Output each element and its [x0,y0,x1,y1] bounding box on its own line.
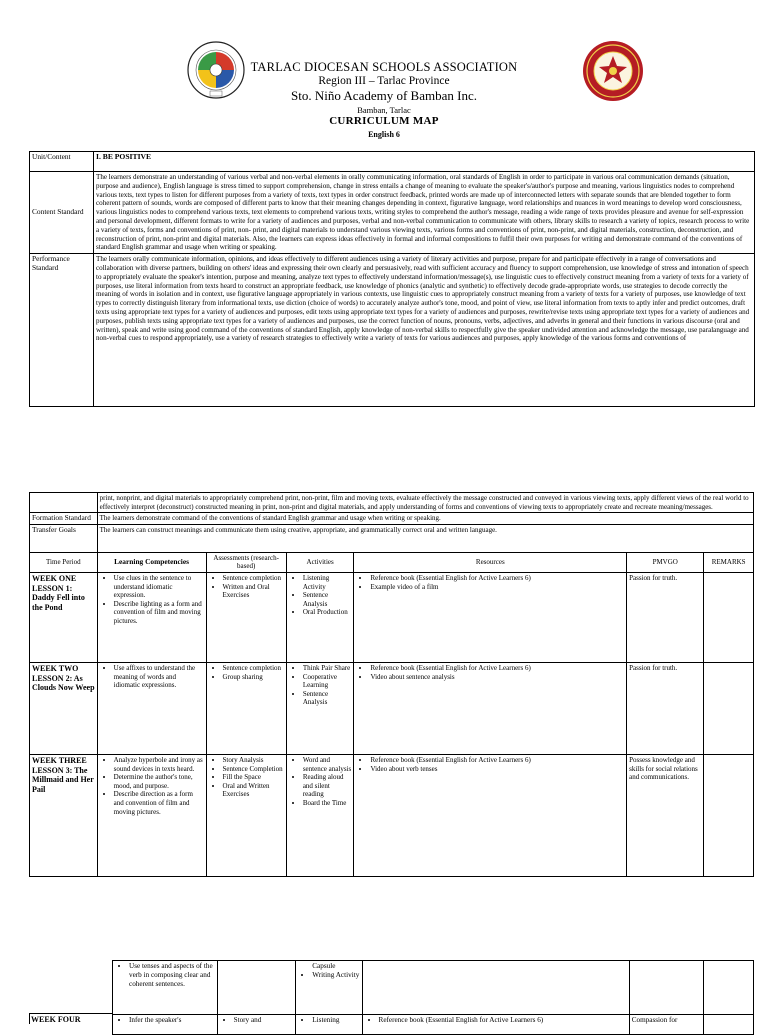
list-item: • Use tenses and aspects of the verb in composing clear and coherent sentences. [129,962,215,988]
list-item: • Sentence Analysis [303,591,352,608]
content-standard-text: The learners demonstrate an understanding of various verbal and non-verbal elements in orally communicating information, oral standards of English in order to participate in various oral communication demands (situation, purpose and audience), English language is stress timed to support comprehension, change in stress entails a change of meaning to evaluate the speaker's/author's purpose and meaning, various linguistics nodes to comprehend various texts, text types to listen for different purposes from a variety of texts, text types in order construct feedback, printed words are made up of interconnected letters with separate sounds that are blended together to form coherent pattern of sounds, words are composed of different parts to know that their meaning changes depending in context, figurative language, word relationships and nuances in word meanings to develop word consciousness, various linguistics nodes to comprehend various texts, text elements to comprehend various texts, writing styles to comprehend the author's message, reading a wide range of texts provides pleasure and avenue for self-expression and personal development, different formats to write for a variety of audiences and purposes, verbal and non-verbal communication to communicate with others, library skills to research a variety of topics, research process to write a variety of texts, forms and conventions of print, non- print, and digital materials to understand various viewing texts, various forms and conventions of print, non-print, and digital materials, construction, deconstruction, and reconstruction of print, non-print and digital materials. Also, the learners can express ideas effectively in formal and informal compositions to fulfil their own purposes for writing and demonstrate command of the conventions of standard English grammar and usage when writing or speaking. [94,172,755,254]
list-item: • Use clues in the sentence to understand idiomatic expression. [114,574,204,600]
lesson-title: LESSON 2: As Clouds Now Weep [32,673,95,693]
row-divider [29,1013,30,1024]
week-label: WEEK THREE [32,755,87,765]
performance-cont-label [30,493,98,513]
subject-grade: English 6 [368,130,400,139]
content-standard-label: Content Standard [30,172,94,254]
list-item: • Group sharing [223,673,284,682]
activities-cell [286,572,354,662]
pmvgo-cell: Possess knowledge and skills for social relations and communications. [627,754,704,876]
col-resources: Resources [354,552,627,572]
competencies-cell [113,961,218,1015]
col-learning-competencies: Learning Competencies [97,552,206,572]
col-activities: Activities [286,552,354,572]
list-item: • Oral Production [303,608,352,617]
school-town: Bamban, Tarlac [357,105,411,115]
assessments-cell [206,572,286,662]
list-item: • Video about verb tenses [370,765,624,774]
performance-standard-label: Performance Standard [30,254,94,407]
time-period-cell [30,754,98,876]
list-item: • Story Analysis [223,756,284,765]
time-period-cell [30,662,98,754]
document-title: CURRICULUM MAP [329,115,439,127]
remarks-cell [704,662,754,754]
remarks-cell [704,754,754,876]
transfer-goals-text: The learners can construct meanings and communicate them using creative, appropriate, and grammatically correct oral and written language. [97,524,753,552]
activities-cell [286,754,354,876]
remarks-cell [704,961,754,1015]
assessments-cell [217,1015,296,1035]
week-label: WEEK TWO [32,663,79,673]
pmvgo-cell: Compassion for [629,1015,704,1035]
region-line: Region III – Tarlac Province [318,75,450,87]
formation-standard-text: The learners demonstrate command of the conventions of standard English grammar and usage when writing or speaking. [97,513,753,525]
col-time-period: Time Period [30,552,98,572]
school-name: Sto. Niño Academy of Bamban Inc. [291,88,477,103]
competencies-cell [97,572,206,662]
assessments-cell [206,662,286,754]
competencies-cell [97,662,206,754]
performance-standard-body: The learners orally communicate information, opinions, and ideas effectively to different audiences using a variety of literary activities and purpose, prepare for and participate effectively in a range of conversations and collaboration with diverse partners, building on others' ideas and expressing their own clearly and persuasively, read with sufficient accuracy and fluency to support comprehension, use knowledge of stress and intonation of speech to appropriately evaluate the speaker's intention, purpose and meaning, analyze text types to effectively understand information/message(s), use linguistic cues to effectively construct meaning from a variety of texts for a variety of purposes, use literal information from texts heard to construct an appropriate feedback, use knowledge of phonics (analytic and synthetic) to effectively decode grade-appropriate words, use strategies to decode correctly the meaning of words in isolation and in context, use figurative language appropriately in various contexts, use linguistic cues to appropriately construct meaning from a variety of texts for a variety of purposes, use knowledge of text types to correctly distinguish literary from informational texts, use diction (choice of words) to accurately analyze author's tone, mood, and point of view, use literal information from texts to aptly infer and predict outcomes, draft texts using appropriate text types for a variety of audiences and purposes, edit texts using appropriate text types for a variety of audiences and purposes, rewrite/revise texts using appropriate text types for a variety of audiences and purposes, publish texts using appropriate text types for a variety of audiences and purposes, use the correct function of nouns, pronouns, verbs, adjectives, and adverbs in general and their functions in various discourse (oral and written), speak and write using good command of the conventions of standard English, apply knowledge of non-verbal skills to respectfully give the speaker undivided attention and acknowledge the message, use paralanguage and non-verbal cues to respond appropriately, use a variety of research strategies to effectively write a variety of texts for various audiences and purposes, apply knowledge of the various forms and conventions of [96,255,750,343]
list-item: • Story and [234,1016,294,1025]
list-item: • Video about sentence analysis [370,673,624,682]
list-item: • Think Pair Share [303,664,352,673]
pmvgo-cell: Passion for truth. [627,662,704,754]
list-item: • Writing Activity [312,971,359,980]
week-label: WEEK ONE [32,573,77,583]
remarks-cell [704,1015,754,1035]
week-label: WEEK FOUR [31,1015,81,1024]
list-item: • Reference book (Essential English for Active Learners 6) [370,574,624,583]
row-divider [29,1013,112,1014]
col-pmvgo: PMVGO [627,552,704,572]
list-item: • Word and sentence analysis [303,756,352,773]
list-item: • Describe direction as a form and convention of film and moving pictures. [114,790,204,816]
lesson-title: LESSON 3: The Millmaid and Her Pail [32,765,94,794]
activity-continued: Capsule [312,962,336,970]
table-row [30,662,754,754]
unit-value: I. BE POSITIVE [94,152,755,172]
list-item: • Written and Oral Exercises [223,583,284,600]
competencies-cell [113,1015,218,1035]
list-item: • Fill the Space [223,773,284,782]
list-item: • Reference book (Essential English for Active Learners 6) [370,664,624,673]
pmvgo-cell: Passion for truth. [627,572,704,662]
list-item: • Sentence completion [223,664,284,673]
list-item: • Reading aloud and silent reading [303,773,352,799]
list-item: • Sentence completion [223,574,284,583]
list-item: • Analyze hyperbole and irony as sound devices in texts heard. [114,756,204,773]
list-item: • Listening [312,1016,359,1025]
association-name: TARLAC DIOCESAN SCHOOLS ASSOCIATION [250,60,518,74]
resources-cell [362,961,629,1015]
table-row [113,961,754,1015]
list-item: • Oral and Written Exercises [223,782,284,799]
performance-standard-text [94,254,755,407]
activities-cell [286,662,354,754]
activities-cell [296,961,362,1015]
table-row [30,754,754,876]
unit-label: Unit/Content [30,152,94,172]
list-item: • Reference book (Essential English for Active Learners 6) [379,1016,627,1025]
resources-cell [354,572,627,662]
list-item: • Sentence Analysis [303,690,352,707]
performance-standard-continued: print, nonprint, and digital materials to appropriately comprehend print, non-print, film and moving texts, evaluate effectively the message constructed and conveyed in various viewing texts, apply different views of the real world to effectively interpret (deconstruct) constructed meaning in print, non-print and digital materials, and apply understanding of forms and conventions of viewing texts to appropriately create and recreate meaning/messages. [97,493,753,513]
resources-cell [354,662,627,754]
list-item: • Cooperative Learning [303,673,352,690]
list-item: • Board the Time [303,799,352,808]
pmvgo-cell [629,961,704,1015]
list-item: • Reference book (Essential English for Active Learners 6) [370,756,624,765]
list-item: • Determine the author's tone, mood, and purpose. [114,773,204,790]
assessments-cell [206,754,286,876]
remarks-cell [704,572,754,662]
transfer-goals-label: Transfer Goals [30,524,98,552]
list-item: • Use affixes to understand the meaning of words and idiomatic expressions. [114,664,204,690]
time-period-cell [30,572,98,662]
list-item: • Sentence Completion [223,765,284,774]
table-row [113,1015,754,1035]
col-assessments: Assessments (research-based) [206,552,286,572]
col-remarks: REMARKS [704,552,754,572]
list-item: • Example video of a film [370,583,624,592]
competencies-cell [97,754,206,876]
activities-cell [296,1015,362,1035]
list-item: • Describe lighting as a form and convention of film and moving pictures. [114,600,204,626]
lesson-title: LESSON 1: Daddy Fell into the Pond [32,583,85,612]
resources-cell [354,754,627,876]
table-row [30,572,754,662]
formation-standard-label: Formation Standard [30,513,98,525]
resources-cell [362,1015,629,1035]
list-item: • Infer the speaker's [129,1016,215,1025]
lesson-plan-table [29,492,754,877]
list-item: • Listening Activity [303,574,352,591]
standards-table [29,151,755,407]
assessments-cell [217,961,296,1015]
